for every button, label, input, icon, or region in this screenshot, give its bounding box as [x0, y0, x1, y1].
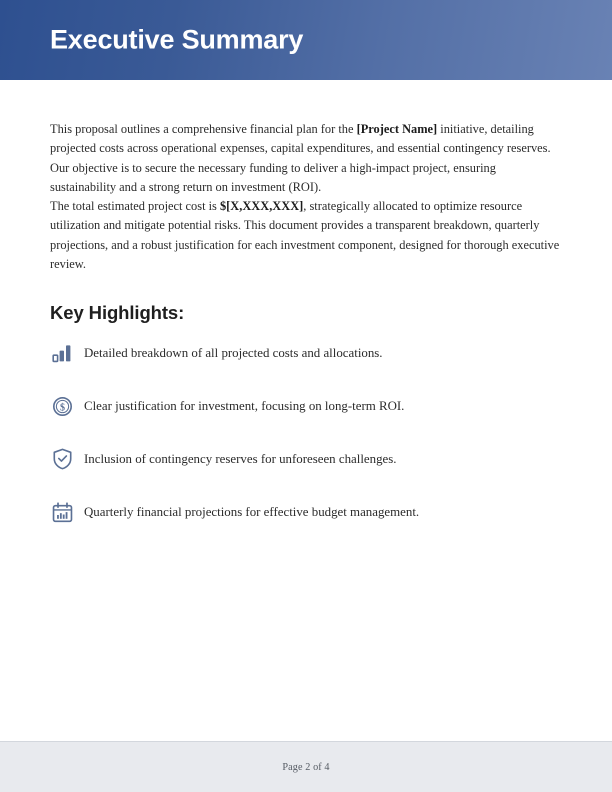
- total-cost-placeholder: $[X,XXX,XXX]: [219, 199, 304, 214]
- svg-text:$: $: [59, 402, 66, 414]
- intro-paragraphs: [50, 120, 562, 274]
- document-content: [0, 80, 612, 792]
- paragraph-2-text-before: The total estimated project cost is: [50, 199, 220, 214]
- intro-paragraph-1: [50, 120, 562, 197]
- page-number-label: Page 2 of 4: [282, 761, 330, 773]
- key-highlights-list: [50, 338, 562, 527]
- list-item-label: Detailed breakdown of all projected costs and allocations.: [84, 346, 383, 361]
- list-item: [50, 497, 562, 527]
- paragraph-1-text-before: This proposal outlines a comprehensive financial plan for the: [50, 122, 357, 136]
- list-item: [50, 444, 562, 474]
- list-item: [50, 338, 562, 368]
- shield-check-icon: [50, 446, 84, 472]
- list-item-label: Inclusion of contingency reserves for unforeseen challenges.: [84, 452, 397, 467]
- page-title: Executive Summary: [50, 24, 304, 55]
- key-highlights-heading: Key Highlights:: [50, 302, 185, 324]
- page-footer: [0, 741, 612, 792]
- list-item-label: Quarterly financial projections for effective budget management.: [84, 505, 420, 520]
- list-item-label: Clear justification for investment, focusing on long-term ROI.: [84, 399, 405, 414]
- paragraph-1-text-after: initiative, detailing projected costs across operational expenses, capital expenditures, and essential contingency reserves. Our objective is to secure the necessary funding to deliver a high-impact project, ensuring sustainability and a strong return on investment (ROI).: [50, 122, 551, 194]
- calendar-chart-icon: [50, 499, 84, 525]
- bar-chart-icon: [50, 340, 84, 366]
- list-item: [50, 391, 562, 421]
- project-name-placeholder: [Project Name]: [356, 122, 438, 136]
- page-header-banner: [0, 0, 612, 80]
- paragraph-2-text-after: , strategically allocated to optimize resource utilization and mitigate potential risks. This document provides a transparent breakdown, quarterly projections, and a robust justification for each investment component, designed for thorough executive review.: [50, 199, 560, 272]
- intro-paragraph-2: [50, 197, 562, 274]
- dollar-circle-icon: [50, 393, 84, 419]
